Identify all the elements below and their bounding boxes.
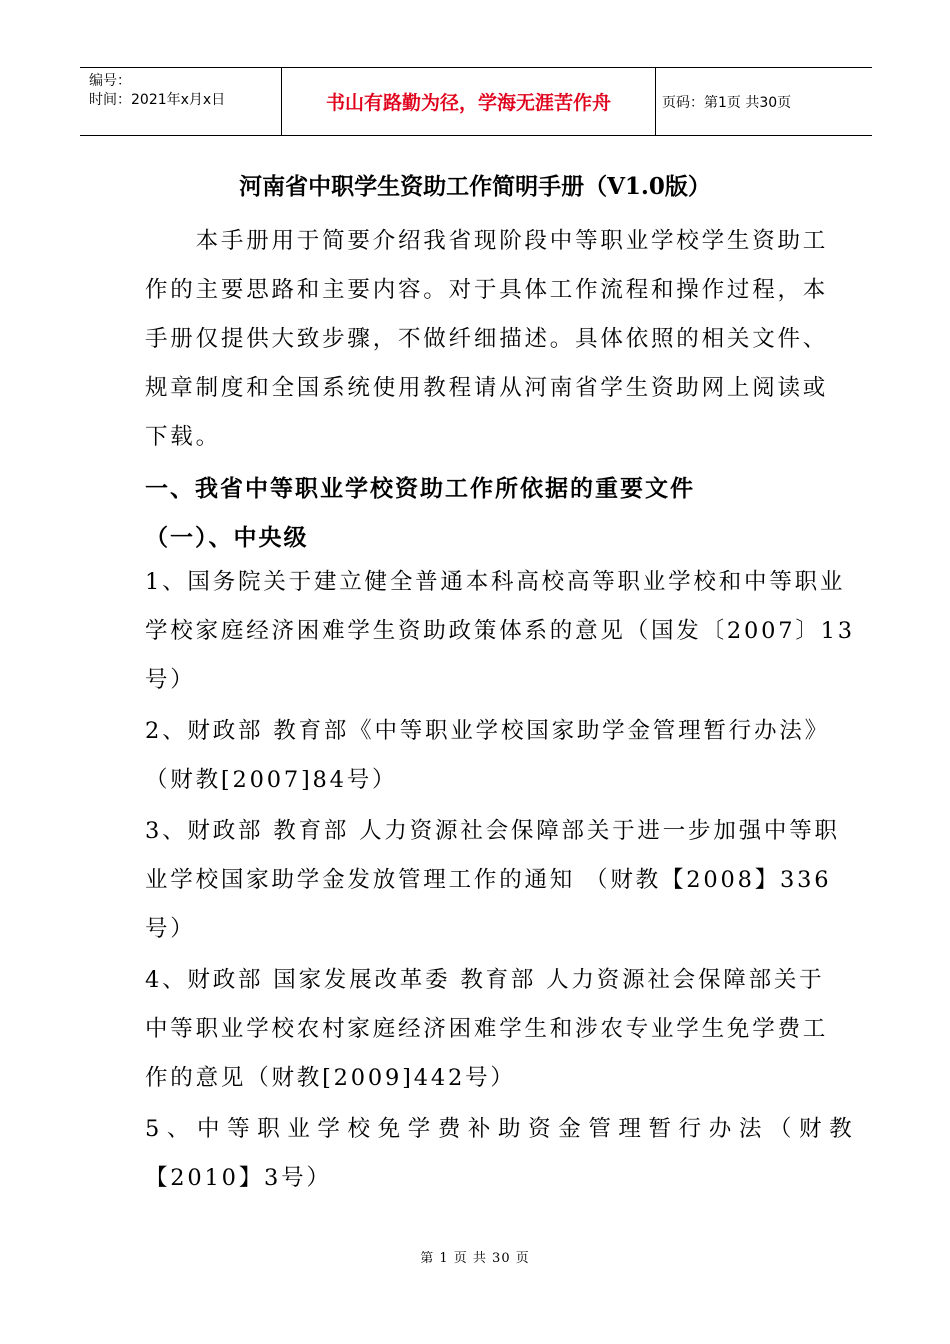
list-item-line: 【2010】3号） [145,1165,332,1191]
list-item-line: 5、中等职业学校免学费补助资金管理暂行办法（财教 [145,1116,860,1142]
list-item-line: 2、财政部 教育部《中等职业学校国家助学金管理暂行办法》 [145,718,830,744]
list-item-line: （财教[2007]84号） [145,767,398,793]
list-item-line: 中等职业学校农村家庭经济困难学生和涉农专业学生免学费工 [145,1016,829,1042]
page-header [80,67,872,136]
intro-line: 本手册用于简要介绍我省现阶段中等职业学校学生资助工 [145,228,829,254]
number-label: 编号： [89,73,131,89]
time-label: 时间：2021年x月x日 [89,92,226,108]
list-item-line: 1、国务院关于建立健全普通本科高校高等职业学校和中等职业 [145,569,846,595]
intro-line: 规章制度和全国系统使用教程请从河南省学生资助网上阅读或 [145,375,829,401]
subsection-heading: （一）、中央级 [145,524,309,551]
list-item [145,558,855,705]
list-item-line: 3、财政部 教育部 人力资源社会保障部关于进一步加强中等职 [145,818,840,844]
header-meta [80,68,281,135]
list-item-line: 业学校国家助学金发放管理工作的通知 （财教【2008】336 [145,867,832,893]
list-item [145,1105,860,1203]
list-item [145,956,829,1103]
document-title: 河南省中职学生资助工作简明手册（V1.0版） [239,173,711,200]
intro-paragraph [145,217,829,462]
header-page-info: 页码：第1页 共30页 [662,94,792,111]
intro-line: 手册仅提供大致步骤，不做纤细描述。具体依照的相关文件、 [145,326,829,352]
list-item-line: 号） [145,916,196,942]
section-heading: 一、我省中等职业学校资助工作所依据的重要文件 [145,475,695,502]
list-item-line: 号） [145,667,196,693]
intro-line: 作的主要思路和主要内容。对于具体工作流程和操作过程，本 [145,277,829,303]
list-item-line: 作的意见（财教[2009]442号） [145,1065,516,1091]
list-item-line: 学校家庭经济困难学生资助政策体系的意见（国发〔2007〕13 [145,618,855,644]
intro-line: 下载。 [145,424,221,450]
list-item [145,707,830,805]
list-item-line: 4、财政部 国家发展改革委 教育部 人力资源社会保障部关于 [145,967,825,993]
list-item [145,807,840,954]
header-motto: 书山有路勤为径，学海无涯苦作舟 [281,68,656,135]
page-footer: 第 1 页 共 30 页 [420,1251,530,1266]
